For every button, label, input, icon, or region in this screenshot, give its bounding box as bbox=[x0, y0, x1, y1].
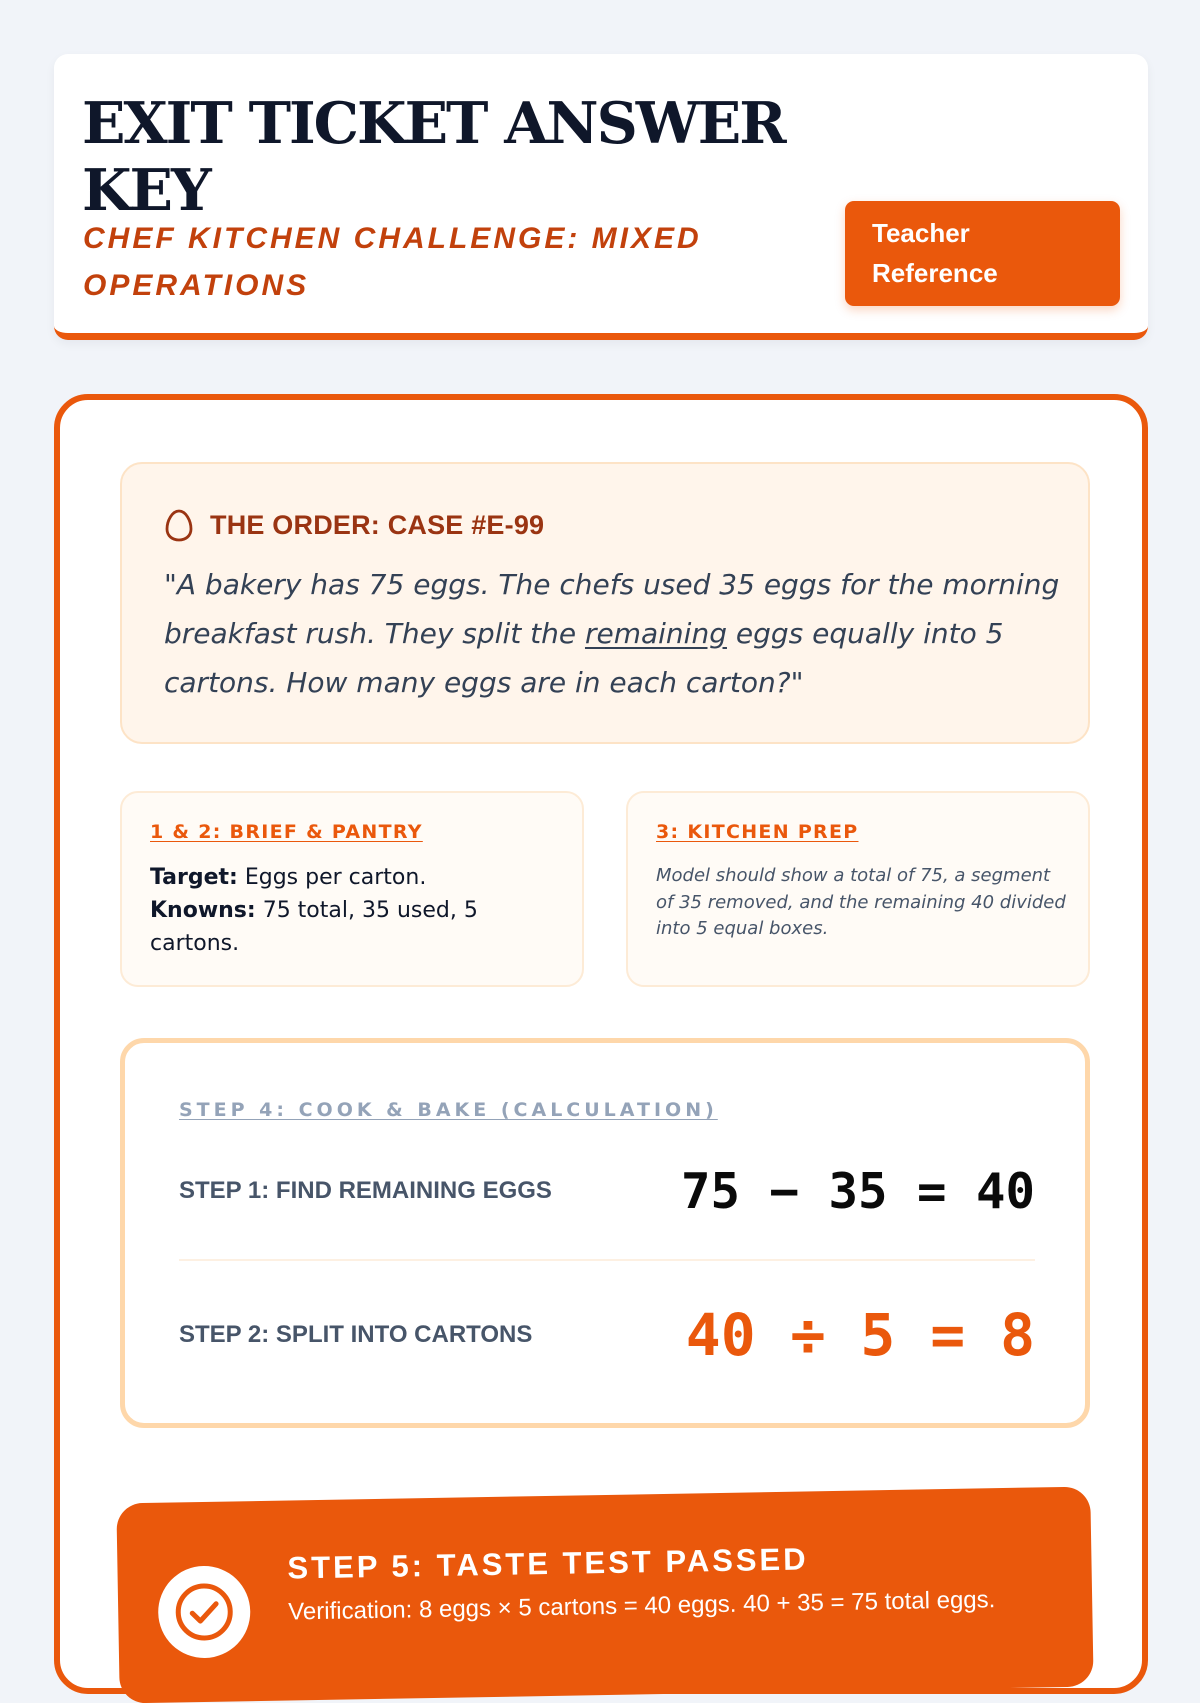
check-badge bbox=[157, 1565, 251, 1659]
order-text-end: eggs equally into 5 cartons. How many eggs are in each carton?" bbox=[164, 617, 1004, 699]
page-title: EXIT TICKET ANSWER KEY bbox=[82, 90, 785, 224]
taste-test-banner bbox=[116, 1487, 1093, 1703]
calc-step-2 bbox=[179, 1295, 1035, 1375]
step-2-label: STEP 2: SPLIT INTO CARTONS bbox=[179, 1321, 533, 1348]
kitchen-prep-title: 3: KITCHEN PREP bbox=[656, 821, 859, 843]
brief-pantry-card bbox=[120, 791, 584, 987]
target-value: Eggs per carton. bbox=[237, 865, 427, 890]
order-problem-text bbox=[164, 560, 1064, 707]
brief-pantry-body bbox=[150, 861, 570, 960]
order-box bbox=[120, 462, 1090, 744]
answer-key-card bbox=[54, 394, 1148, 1694]
kitchen-prep-card bbox=[626, 791, 1090, 987]
calc-divider bbox=[179, 1259, 1035, 1261]
step-2-equation: 40 ÷ 5 = 8 bbox=[685, 1301, 1035, 1369]
order-header bbox=[164, 508, 544, 542]
step-1-label: STEP 1: FIND REMAINING EGGS bbox=[179, 1177, 552, 1204]
check-icon bbox=[173, 1580, 236, 1643]
page-subtitle: CHEF KITCHEN CHALLENGE: MIXED OPERATIONS bbox=[83, 222, 702, 302]
order-title: THE ORDER: CASE #E-99 bbox=[210, 509, 545, 540]
knowns-label: Knowns: bbox=[150, 898, 256, 923]
calc-step-1 bbox=[179, 1155, 1035, 1227]
order-text-start: "A bakery has 75 eggs. The chefs used 35 eggs for the morning breakfast rush. They split the bbox=[164, 568, 1060, 650]
brief-pantry-title: 1 & 2: BRIEF & PANTRY bbox=[150, 821, 423, 843]
order-text-emphasis: remaining bbox=[584, 617, 727, 650]
knowns-value: 75 total, 35 used, 5 cartons. bbox=[150, 898, 478, 956]
calculation-box bbox=[120, 1038, 1090, 1428]
calculation-title: STEP 4: COOK & BAKE (CALCULATION) bbox=[179, 1099, 718, 1121]
taste-test-title: STEP 5: TASTE TEST PASSED bbox=[287, 1541, 809, 1586]
header-card bbox=[54, 54, 1148, 340]
teacher-reference-badge: Teacher Reference bbox=[845, 201, 1120, 306]
egg-icon bbox=[164, 508, 194, 542]
step-1-equation: 75 − 35 = 40 bbox=[680, 1162, 1035, 1220]
kitchen-prep-text: Model should show a total of 75, a segment of 35 removed, and the remaining 40 divided into 5 equal boxes. bbox=[656, 865, 1066, 939]
target-label: Target: bbox=[150, 865, 238, 890]
taste-test-text: Verification: 8 eggs × 5 cartons = 40 eggs. 40 + 35 = 75 total eggs. bbox=[288, 1586, 996, 1626]
